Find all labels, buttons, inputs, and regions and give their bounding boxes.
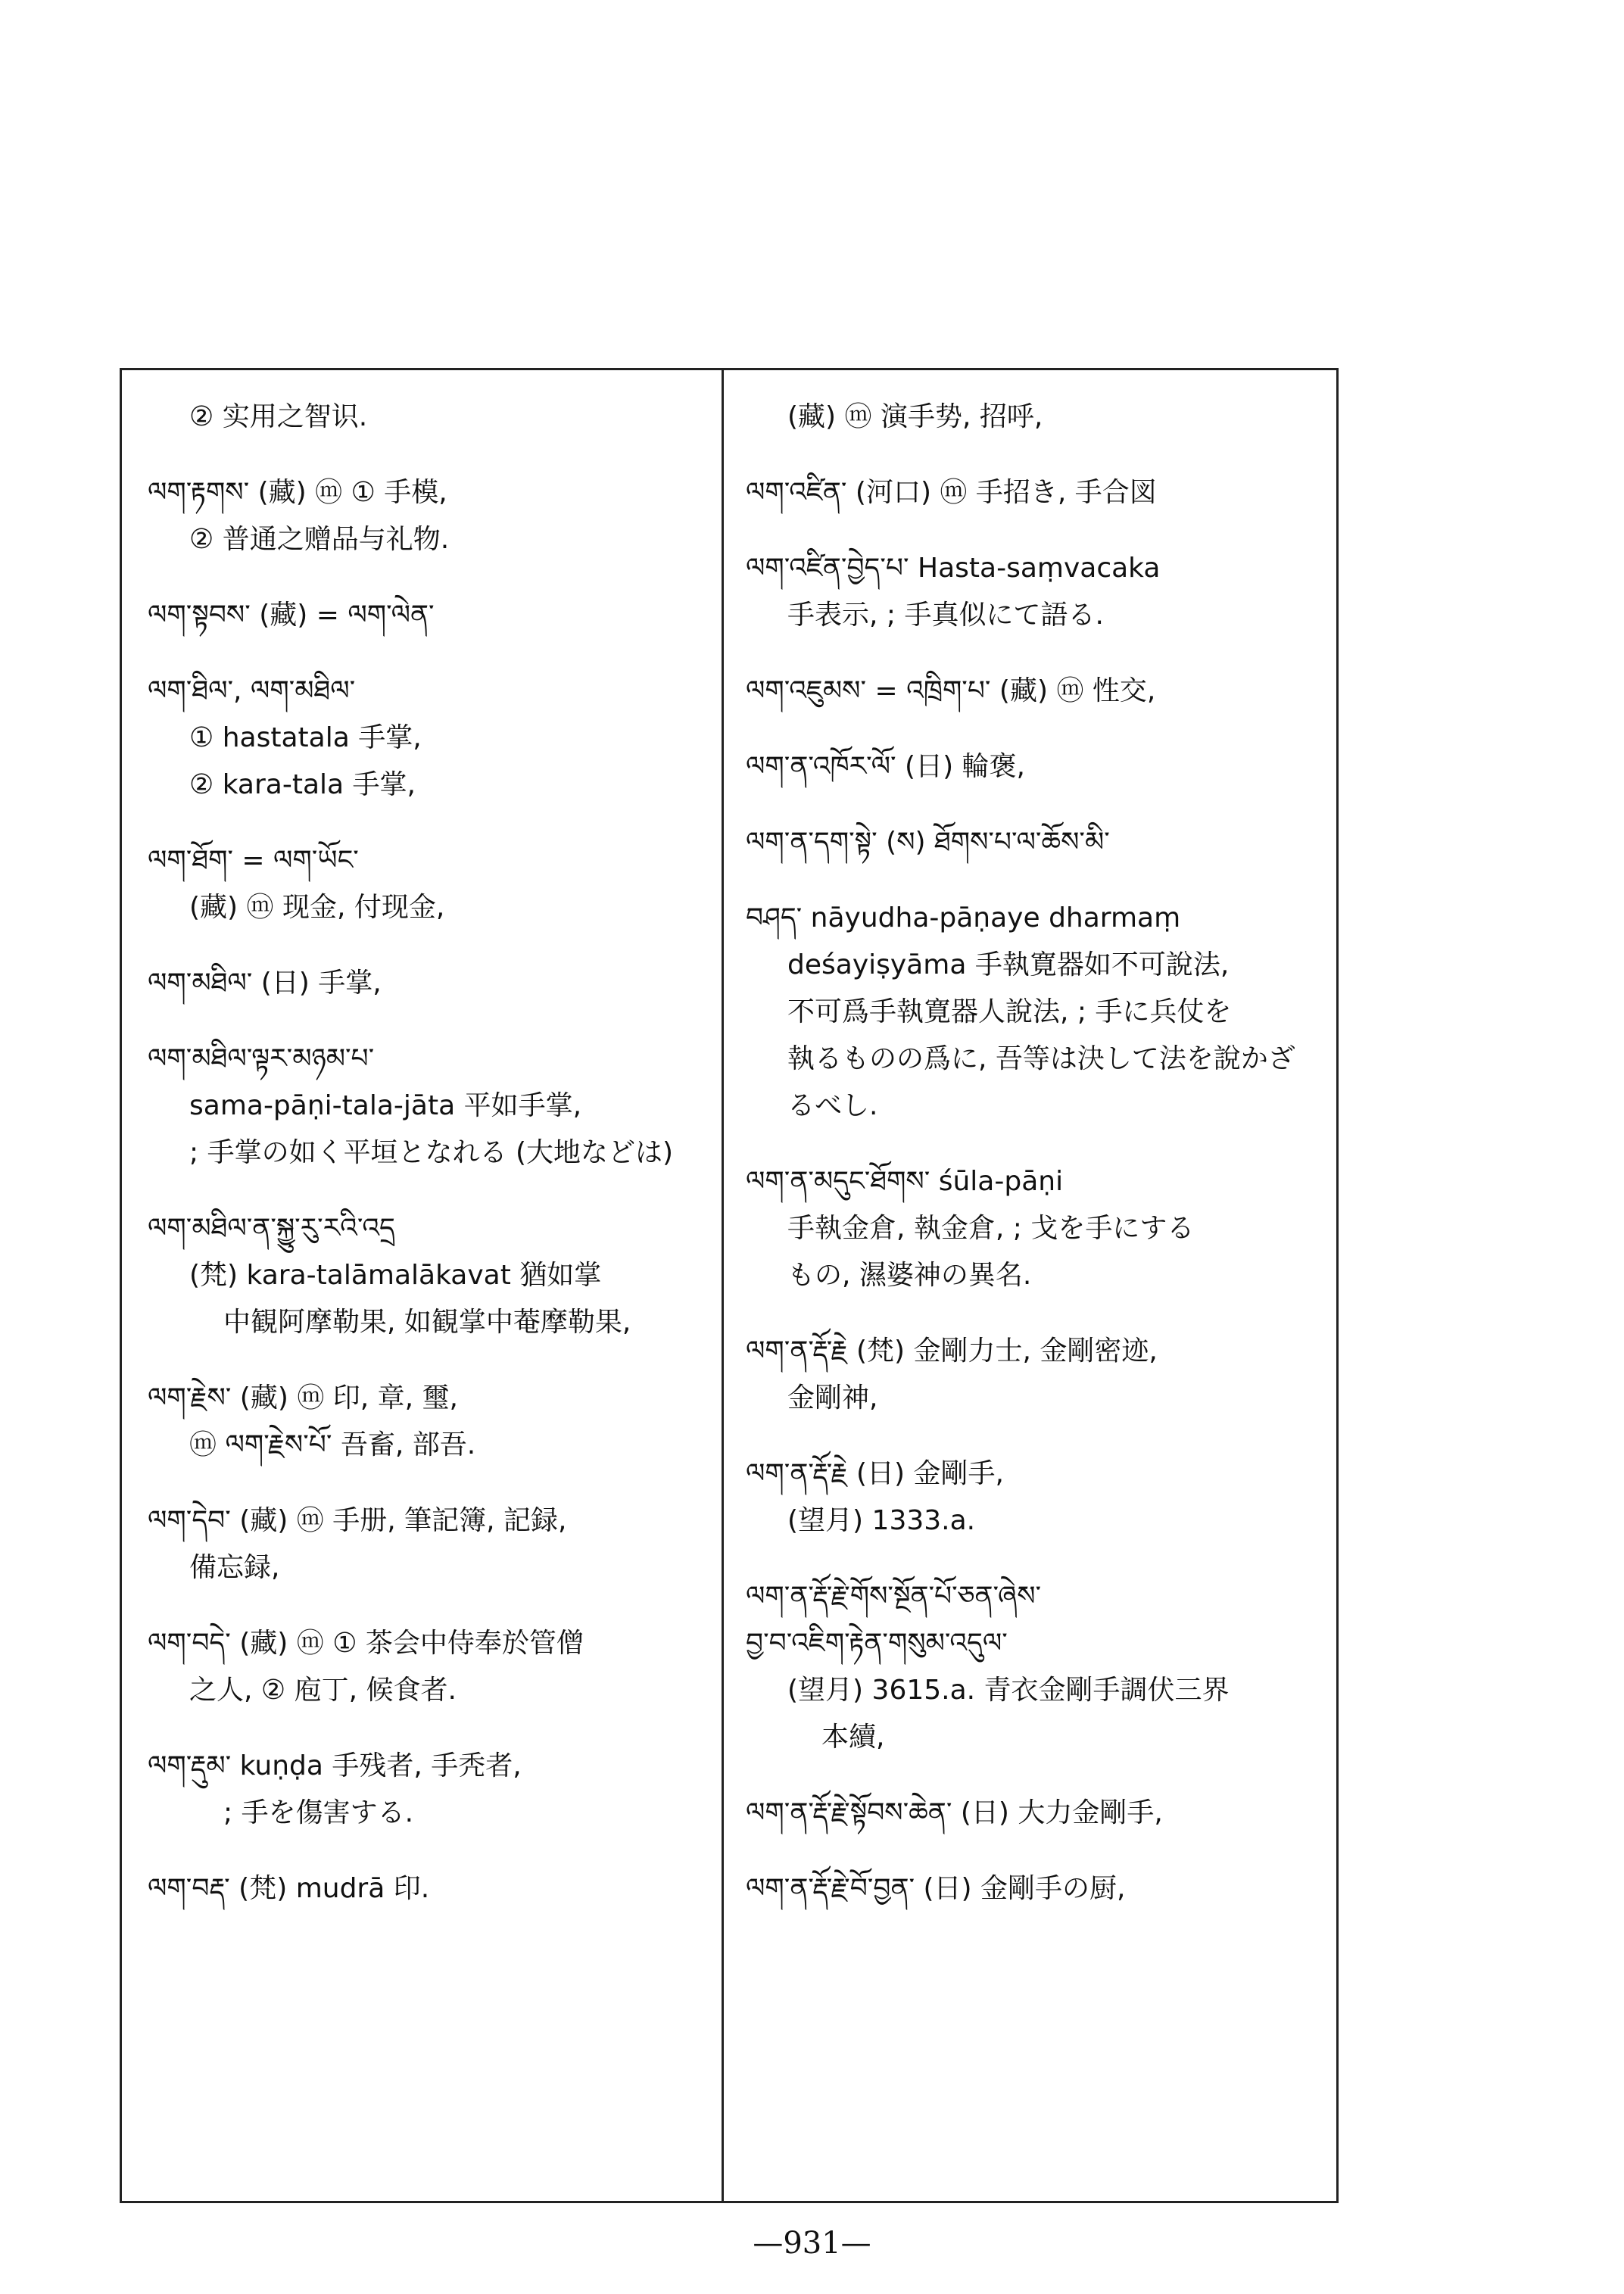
- entry-definition-line: sama-pāṇi-tala-jāta 平如手掌,: [189, 1090, 582, 1121]
- entry-headword-line: ལག་རྟགས་ (藏) ⓜ ① 手模,: [148, 477, 447, 508]
- dictionary-entry: [746, 1573, 1333, 1761]
- dictionary-entry: [148, 1620, 712, 1714]
- entry-headword-line: ལག་ན་རྡོ་རྗེ (梵) 金剛力士, 金剛密迹,: [746, 1336, 1158, 1367]
- dictionary-entry: [746, 394, 1333, 441]
- entry-headword-line: ལག་མཐིལ་ན་སྐྱུ་རུ་རའི་འདྲ: [148, 1213, 395, 1244]
- dictionary-entry: [746, 668, 1333, 715]
- dictionary-entry: [148, 1036, 712, 1177]
- column-divider: [722, 368, 724, 2203]
- entry-headword-line: ལག་དེབ་ (藏) ⓜ 手册, 筆記簿, 記録,: [148, 1505, 567, 1536]
- entry-headword-line: ལག་ན་མདུང་ཐོགས་ śūla-pāṇi: [746, 1166, 1064, 1197]
- entry-definition-line: བྱ་བ་འཇིག་རྟེན་གསུམ་འདུལ་: [746, 1628, 1008, 1659]
- dictionary-entry: [148, 668, 712, 809]
- entry-definition-line: 之人, ② 庖丁, 候食者.: [189, 1675, 457, 1706]
- entry-definition-line: 金剛神,: [787, 1382, 878, 1413]
- entry-definition-line: 本續,: [821, 1722, 885, 1753]
- right-column: [746, 394, 1333, 1941]
- dictionary-entry: [148, 592, 712, 639]
- dictionary-entry: [746, 1158, 1333, 1299]
- left-column: [148, 394, 712, 1941]
- entry-definition-line: ⓜ ལག་རྗེས་པོ་ 吾畜, 部吾.: [189, 1429, 476, 1460]
- entry-headword-line: ལག་བདེ་ (藏) ⓜ ① 茶会中侍奉於管僧: [148, 1628, 584, 1659]
- entry-headword-line: ལག་འཛིན་བྱེད་པ་ Hasta-saṃvacaka: [746, 553, 1161, 584]
- dictionary-entry: [148, 1205, 712, 1346]
- entry-headword-line: ལག་ན་རྡོ་རྗེ་བོ་བྱན་ (日) 金剛手の厨,: [746, 1873, 1126, 1904]
- dictionary-entry: [746, 1328, 1333, 1422]
- dictionary-entry: [148, 1498, 712, 1591]
- entry-headword-line: ལག་མཐིལ་ལྟར་མཉམ་པ་: [148, 1043, 375, 1074]
- dictionary-entry: [746, 1790, 1333, 1837]
- dictionary-entry: [746, 1451, 1333, 1544]
- dictionary-entry: [148, 1743, 712, 1837]
- dictionary-entry: [148, 837, 712, 931]
- entry-definition-line: ① hastatala 手掌,: [189, 722, 422, 753]
- entry-definition-line: 中観阿摩勒果, 如観掌中菴摩勒果,: [223, 1307, 631, 1338]
- entry-headword-line: ལག་ན་འཁོར་ལོ་ (日) 輪褒,: [746, 751, 1025, 782]
- dictionary-entry: [148, 469, 712, 563]
- dictionary-entry: [746, 545, 1333, 639]
- entry-headword-line: (藏) ⓜ 演手势, 招呼,: [787, 401, 1043, 432]
- dictionary-entry: [746, 895, 1333, 1130]
- dictionary-entry: [148, 394, 712, 441]
- page-number: —931—: [753, 2226, 871, 2261]
- entry-definition-line: ② kara-tala 手掌,: [189, 769, 416, 800]
- entry-definition-line: (藏) ⓜ 现金, 付现金,: [189, 892, 445, 923]
- entry-definition-line: ; 手を傷害する.: [223, 1797, 414, 1828]
- entry-definition-line: (望月) 3615.a. 青衣金剛手調伏三界: [787, 1675, 1230, 1706]
- entry-definition-line: もの, 濕婆神の異名.: [787, 1260, 1032, 1291]
- dictionary-entry: [746, 1865, 1333, 1912]
- entry-definition-line: ; 手掌の如く平垣となれる (大地などは): [189, 1137, 674, 1168]
- entry-headword-line: བཤད་ nāyudha-pāṇaye dharmaṃ: [746, 902, 1181, 933]
- entry-headword-line: ལག་འཛིན་ (河口) ⓜ 手招き, 手合図: [746, 477, 1157, 508]
- entry-headword-line: ལག་སྟབས་ (藏) = ལག་ལེན་: [148, 600, 435, 631]
- dictionary-entry: [148, 1375, 712, 1469]
- entry-headword-line: ལག་ཐིལ་, ལག་མཐིལ་: [148, 675, 356, 706]
- entry-headword-line: ལག་ན་རྡོ་རྗེ་སྟོབས་ཆེན་ (日) 大力金剛手,: [746, 1797, 1163, 1828]
- entry-headword-line: ལག་བརྡ་ (梵) mudrā 印.: [148, 1873, 430, 1904]
- entry-headword-line: ལག་ན་རྡོ་རྗེ (日) 金剛手,: [746, 1458, 1004, 1489]
- entry-headword-line: ལག་རྡུམ་ kuṇḍa 手残者, 手秃者,: [148, 1750, 522, 1781]
- entry-definition-line: 手表示, ; 手真似にて語る.: [787, 600, 1104, 631]
- entry-definition-line: 執るものの爲に, 吾等は決して法を說かざ: [787, 1043, 1295, 1074]
- entry-headword-line: ལག་འཇུམས་ = འཁྲིག་པ་ (藏) ⓜ 性交,: [746, 675, 1156, 706]
- entry-headword-line: ལག་མཐིལ་ (日) 手掌,: [148, 968, 382, 999]
- entry-headword-line: ལག་ན་རྡོ་རྗེ་གོས་སྔོན་པོ་ཅན་ཞེས་: [746, 1581, 1042, 1612]
- entry-definition-line: deśayiṣyāma 手執寛器如不可說法,: [787, 949, 1230, 980]
- entry-definition-line: (梵) kara-talāmalākavat 猶如掌: [189, 1260, 602, 1291]
- dictionary-entry: [148, 1865, 712, 1912]
- entry-headword-line: ལག་ཐོག་ = ལག་ཡོང་: [148, 845, 359, 876]
- dictionary-entry: [148, 960, 712, 1007]
- dictionary-entry: [746, 469, 1333, 516]
- entry-definition-line: 備忘録,: [189, 1552, 280, 1583]
- entry-definition-line: ② 普通之赠品与礼物.: [189, 524, 450, 555]
- entry-headword-line: ལག་རྗེས་ (藏) ⓜ 印, 章, 璽,: [148, 1382, 458, 1413]
- entry-headword-line: ② 实用之智识.: [189, 401, 368, 432]
- entry-definition-line: 手執金倉, 執金倉, ; 戈を手にする: [787, 1213, 1195, 1244]
- entry-definition-line: (望月) 1333.a.: [787, 1505, 976, 1536]
- entry-definition-line: 不可爲手執寛器人說法, ; 手に兵仗を: [787, 996, 1232, 1027]
- entry-definition-line: るべし.: [787, 1090, 878, 1121]
- dictionary-entry: [746, 743, 1333, 790]
- dictionary-entry: [746, 819, 1333, 866]
- entry-headword-line: ལག་ན་དག་སྟེ་ (ས) ཐོགས་པ་ལ་ཆོས་མི་: [746, 827, 1110, 858]
